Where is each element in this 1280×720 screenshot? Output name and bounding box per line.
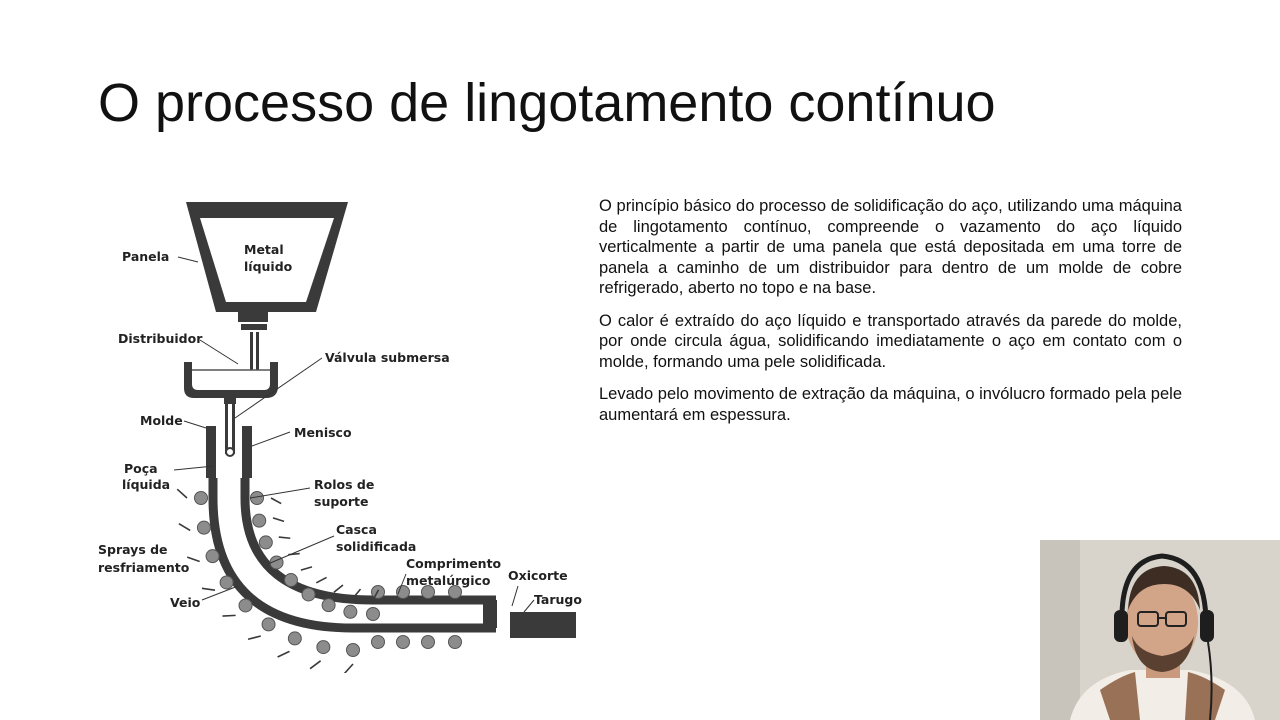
support-roll: [302, 588, 315, 601]
spray-nozzle: [248, 636, 261, 639]
label-veio: Veio: [170, 595, 201, 610]
spray-nozzle: [177, 489, 187, 498]
spray-nozzle: [179, 524, 190, 531]
slide-title: O processo de lingotamento contínuo: [98, 73, 996, 133]
label-casca: Casca: [336, 522, 377, 537]
label-metalurgico: metalúrgico: [406, 573, 491, 588]
support-roll: [322, 599, 335, 612]
label-molde: Molde: [140, 413, 183, 428]
paragraph-3: Levado pelo movimento de extração da máquina, o invólucro formado pela pele aumentará em espessura.: [599, 385, 1182, 424]
label-resfriamento: resfriamento: [98, 560, 190, 575]
continuous-casting-diagram: [88, 188, 588, 673]
spray-nozzle: [334, 585, 343, 592]
billet: [510, 612, 576, 638]
label-poca: Poça: [124, 461, 158, 476]
spray-nozzle: [222, 615, 235, 616]
support-roll: [317, 641, 330, 654]
support-roll: [372, 636, 385, 649]
spray-nozzle: [271, 498, 281, 504]
paragraph-2: O calor é extraído do aço líquido e transportado através da parede do molde, por onde circula água, solidificando imediatamente o aço em contato com o molde, formando uma pele solidificada.: [599, 311, 1182, 371]
spray-nozzle: [316, 577, 326, 582]
spray-nozzle: [202, 588, 215, 590]
support-roll: [253, 514, 266, 527]
spray-nozzle: [278, 651, 290, 657]
label-valvula: Válvula submersa: [325, 350, 450, 365]
support-roll: [344, 605, 357, 618]
spray-nozzle: [344, 664, 353, 673]
label-tarugo: Tarugo: [534, 592, 582, 607]
headphone-left-icon: [1114, 610, 1128, 642]
submerged-nozzle: [225, 404, 235, 456]
label-suporte: suporte: [314, 494, 369, 509]
support-roll: [220, 576, 233, 589]
support-roll: [449, 636, 462, 649]
support-roll: [262, 618, 275, 631]
support-roll: [239, 599, 252, 612]
support-roll: [288, 632, 301, 645]
support-roll: [284, 574, 297, 587]
paragraph-1: O princípio básico do processo de solidificação do aço, utilizando uma máquina de lingotamento contínuo, compreende o vazamento do aço líquido verticalmente a partir de uma panela que está depositada em uma torre de panela a caminho de um distribuidor para dentro de um molde de cobre refrigerado, aberto no topo e na base.: [599, 197, 1182, 297]
label-liquido: líquido: [244, 259, 293, 274]
spray-nozzle: [273, 518, 284, 521]
label-oxicorte: Oxicorte: [508, 568, 568, 583]
ladle-nozzle: [250, 332, 259, 370]
label-comprimento: Comprimento: [406, 556, 502, 571]
support-roll: [259, 536, 272, 549]
label-metal: Metal: [244, 242, 284, 257]
headphone-right-icon: [1200, 610, 1214, 642]
label-liquida: líquida: [122, 477, 171, 492]
support-roll: [397, 636, 410, 649]
webcam-overlay: [1040, 540, 1280, 720]
label-distribuidor: Distribuidor: [118, 331, 203, 346]
support-roll: [206, 550, 219, 563]
support-roll: [197, 521, 210, 534]
label-menisco: Menisco: [294, 425, 352, 440]
spray-nozzle: [279, 537, 291, 538]
label-rolos: Rolos de: [314, 477, 375, 492]
label-solidificada: solidificada: [336, 539, 417, 554]
spray-nozzle: [301, 567, 312, 570]
spray-nozzle: [310, 661, 321, 669]
support-roll: [422, 636, 435, 649]
support-roll: [347, 644, 360, 657]
body-text: [599, 196, 1182, 437]
label-panela: Panela: [122, 249, 170, 264]
label-sprays: Sprays de: [98, 542, 168, 557]
support-roll: [367, 608, 380, 621]
support-roll: [195, 492, 208, 505]
